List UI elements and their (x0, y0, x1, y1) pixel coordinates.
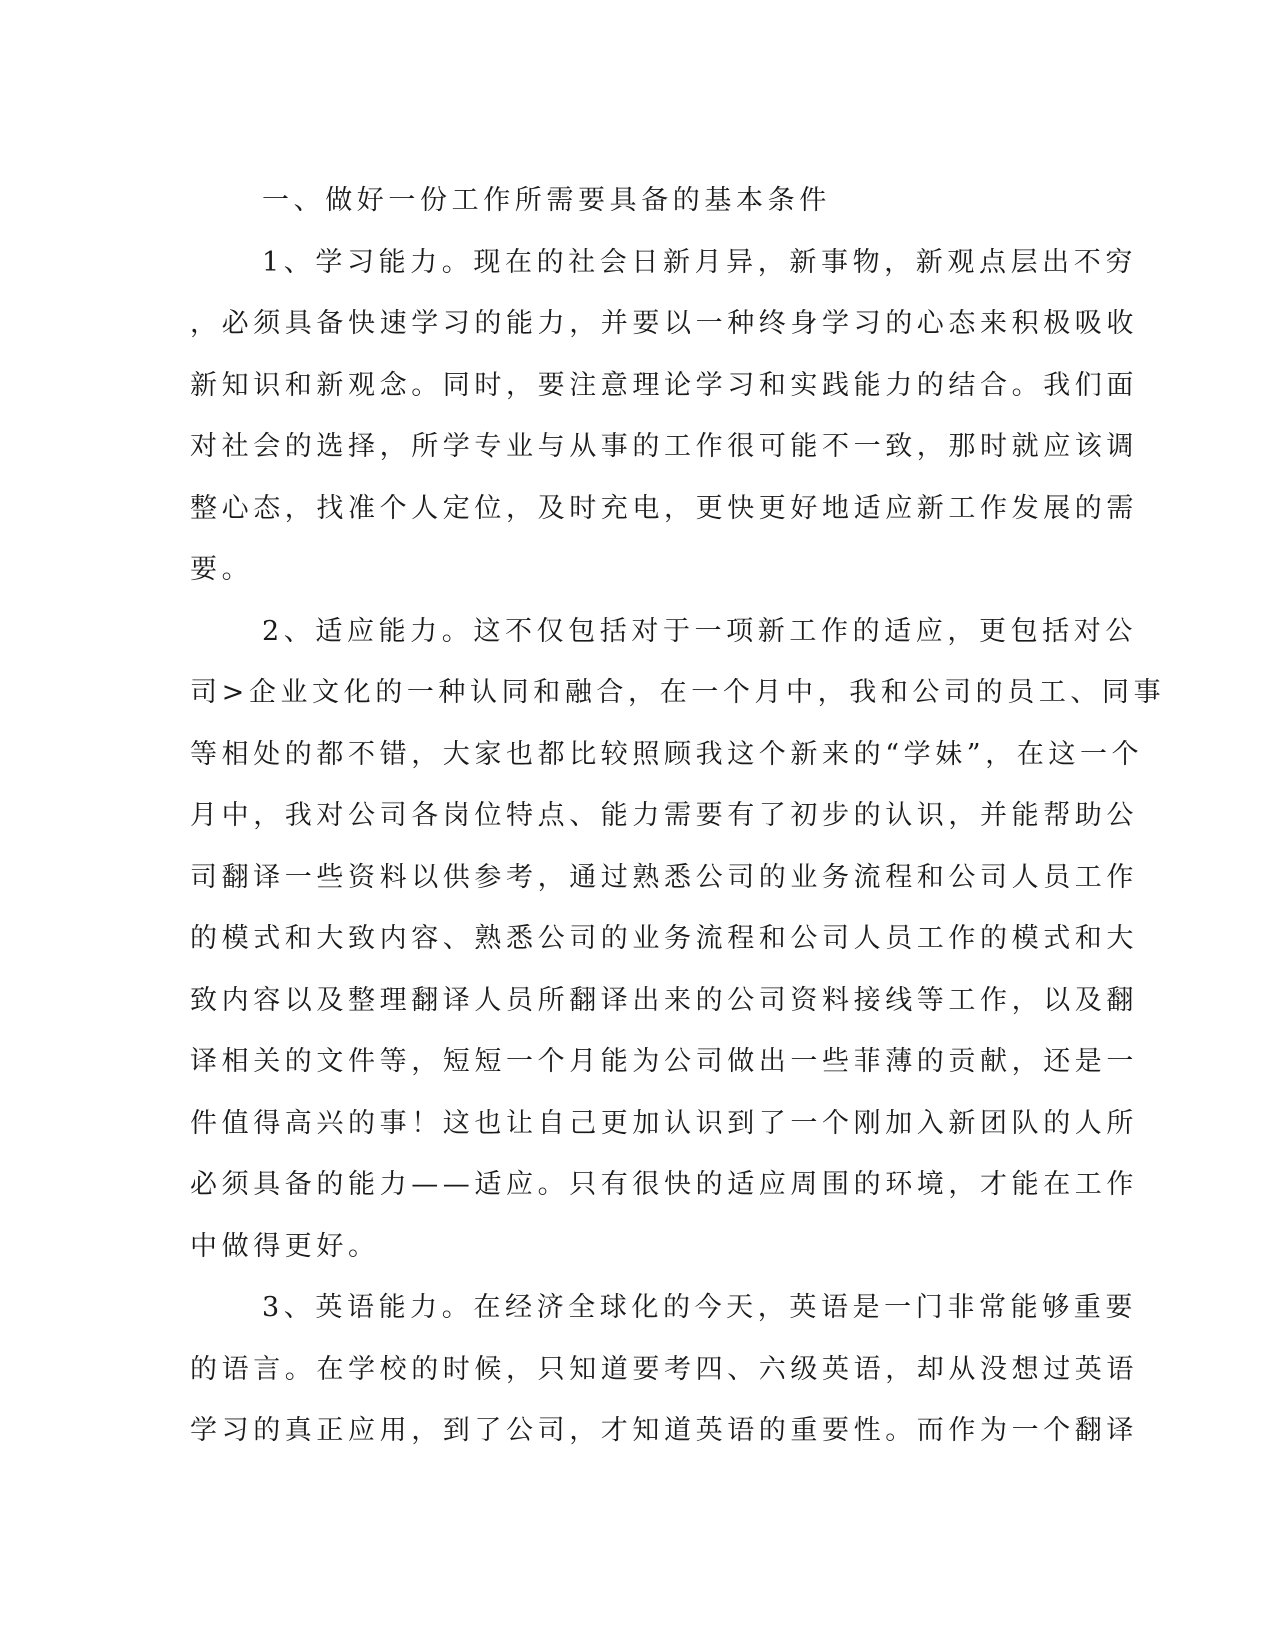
paragraph-2-line: 致内容以及整理翻译人员所翻译出来的公司资料接线等工作，以及翻 (190, 984, 1138, 1016)
paragraph-2-line: 件值得高兴的事！这也让自己更加认识到了一个刚加入新团队的人所 (190, 1107, 1138, 1139)
paragraph-3-line: 的语言。在学校的时候，只知道要考四、六级英语，却从没想过英语 (190, 1353, 1138, 1385)
paragraph-1-line: 对社会的选择，所学专业与从事的工作很可能不一致，那时就应该调 (190, 431, 1138, 462)
paragraph-2-line: 的模式和大致内容、熟悉公司的业务流程和公司人员工作的模式和大 (190, 923, 1138, 954)
paragraph-3-line: 学习的真正应用，到了公司，才知道英语的重要性。而作为一个翻译 (190, 1415, 1138, 1446)
paragraph-2-line: 等相处的都不错，大家也都比较照顾我这个新来的“学妹”，在这一个 (190, 738, 1144, 770)
paragraph-2-line: 司翻译一些资料以供参考，通过熟悉公司的业务流程和公司人员工作 (190, 861, 1138, 893)
section-heading: 一、做好一份工作所需要具备的基本条件 (262, 185, 831, 216)
paragraph-2-line: 中做得更好。 (190, 1230, 380, 1262)
paragraph-2-line: 必须具备的能力——适应。只有很快的适应周围的环境，才能在工作 (190, 1169, 1138, 1200)
paragraph-2-line: 2、适应能力。这不仅包括对于一项新工作的适应，更包括对公 (262, 615, 1137, 647)
document-body (190, 170, 1166, 1462)
paragraph-3-line: 3、英语能力。在经济全球化的今天，英语是一门非常能够重要 (262, 1292, 1137, 1323)
paragraph-1-line: 新知识和新观念。同时，要注意理论学习和实践能力的结合。我们面 (190, 369, 1138, 401)
paragraph-1-line: 1、学习能力。现在的社会日新月异，新事物，新观点层出不穷 (262, 246, 1137, 278)
paragraph-2-line: 译相关的文件等，短短一个月能为公司做出一些菲薄的贡献，还是一 (190, 1046, 1138, 1077)
paragraph-2-line: 月中，我对公司各岗位特点、能力需要有了初步的认识，并能帮助公 (190, 800, 1138, 831)
paragraph-1-line: ，必须具备快速学习的能力，并要以一种终身学习的心态来积极吸收 (190, 308, 1138, 339)
paragraph-1-line: 要。 (190, 554, 254, 585)
paragraph-1-line: 整心态，找准个人定位，及时充电，更快更好地适应新工作发展的需 (190, 492, 1138, 524)
paragraph-2-line: 司>企业文化的一种认同和融合，在一个月中，我和公司的员工、同事 (190, 677, 1166, 708)
